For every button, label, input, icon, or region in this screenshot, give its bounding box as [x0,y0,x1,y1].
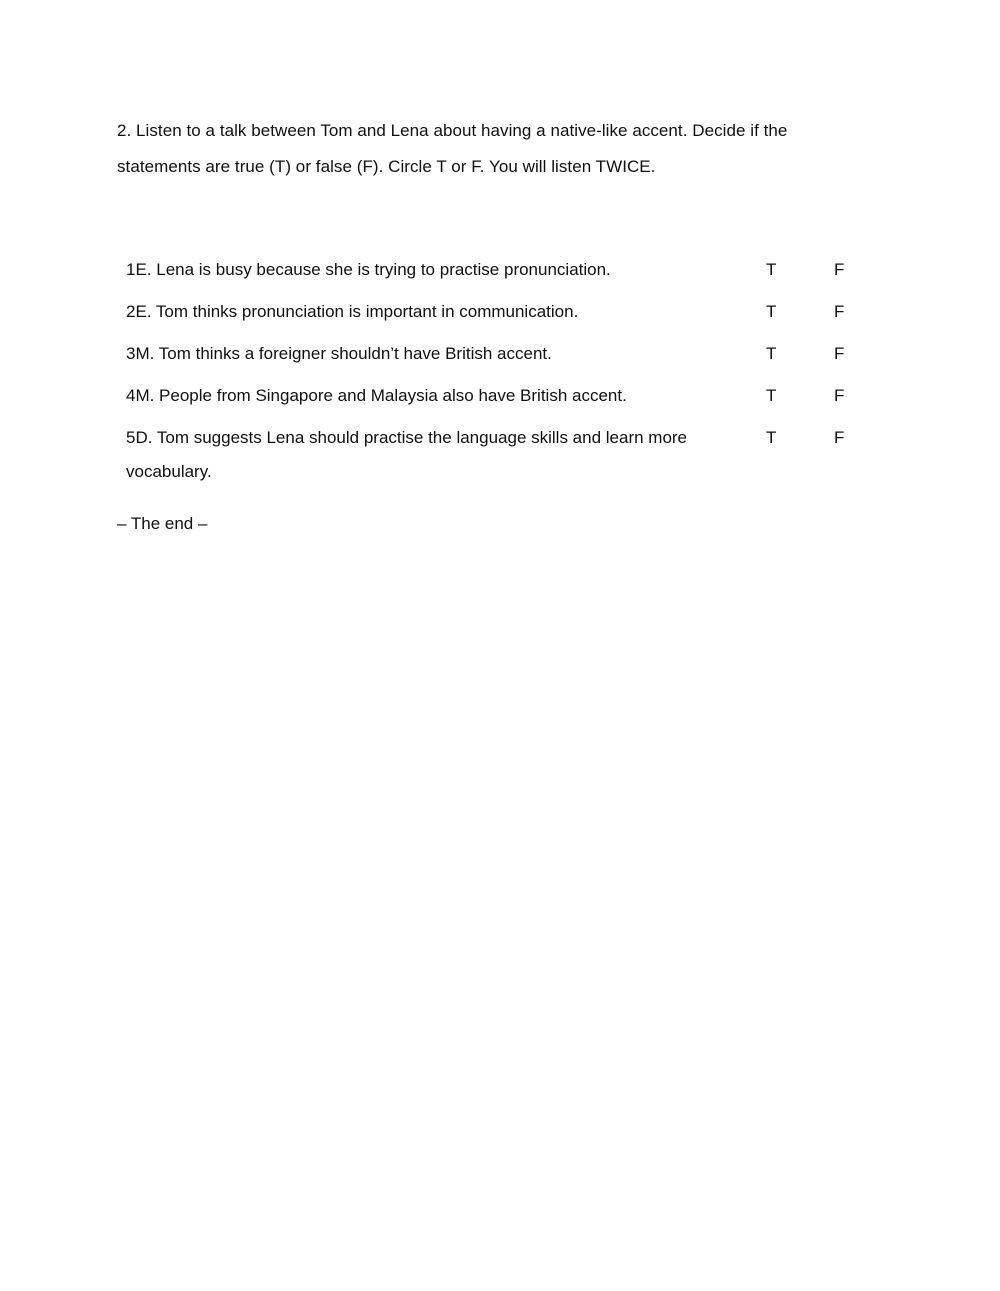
statement-list [126,253,866,497]
true-option[interactable]: T [766,302,777,321]
statement-row [126,421,866,489]
false-option[interactable]: F [834,302,845,321]
true-option[interactable]: T [766,260,777,279]
statement-row [126,295,866,329]
false-option[interactable]: F [834,386,845,405]
exercise-instruction: 2. Listen to a talk between Tom and Lena about having a native-like accent. Decide if the statements are true (T) or false (F). Circle T or F. You will listen TWICE. [117,121,788,176]
false-option[interactable]: F [834,428,845,447]
statement-row [126,337,866,371]
false-option[interactable]: F [834,260,845,279]
statement-text: 5D. Tom suggests Lena should practise the language skills and learn more vocabulary. [126,428,688,481]
false-option[interactable]: F [834,344,845,363]
statement-text: 3M. Tom thinks a foreigner shouldn’t have British accent. [126,344,552,363]
true-option[interactable]: T [766,344,777,363]
statement-row [126,379,866,413]
statement-text: 4M. People from Singapore and Malaysia also have British accent. [126,386,627,405]
statement-text: 2E. Tom thinks pronunciation is important in communication. [126,302,579,321]
true-option[interactable]: T [766,386,777,405]
statement-row [126,253,866,287]
end-marker: – The end – [117,514,208,533]
statement-text: 1E. Lena is busy because she is trying to practise pronunciation. [126,260,611,279]
true-option[interactable]: T [766,428,777,447]
